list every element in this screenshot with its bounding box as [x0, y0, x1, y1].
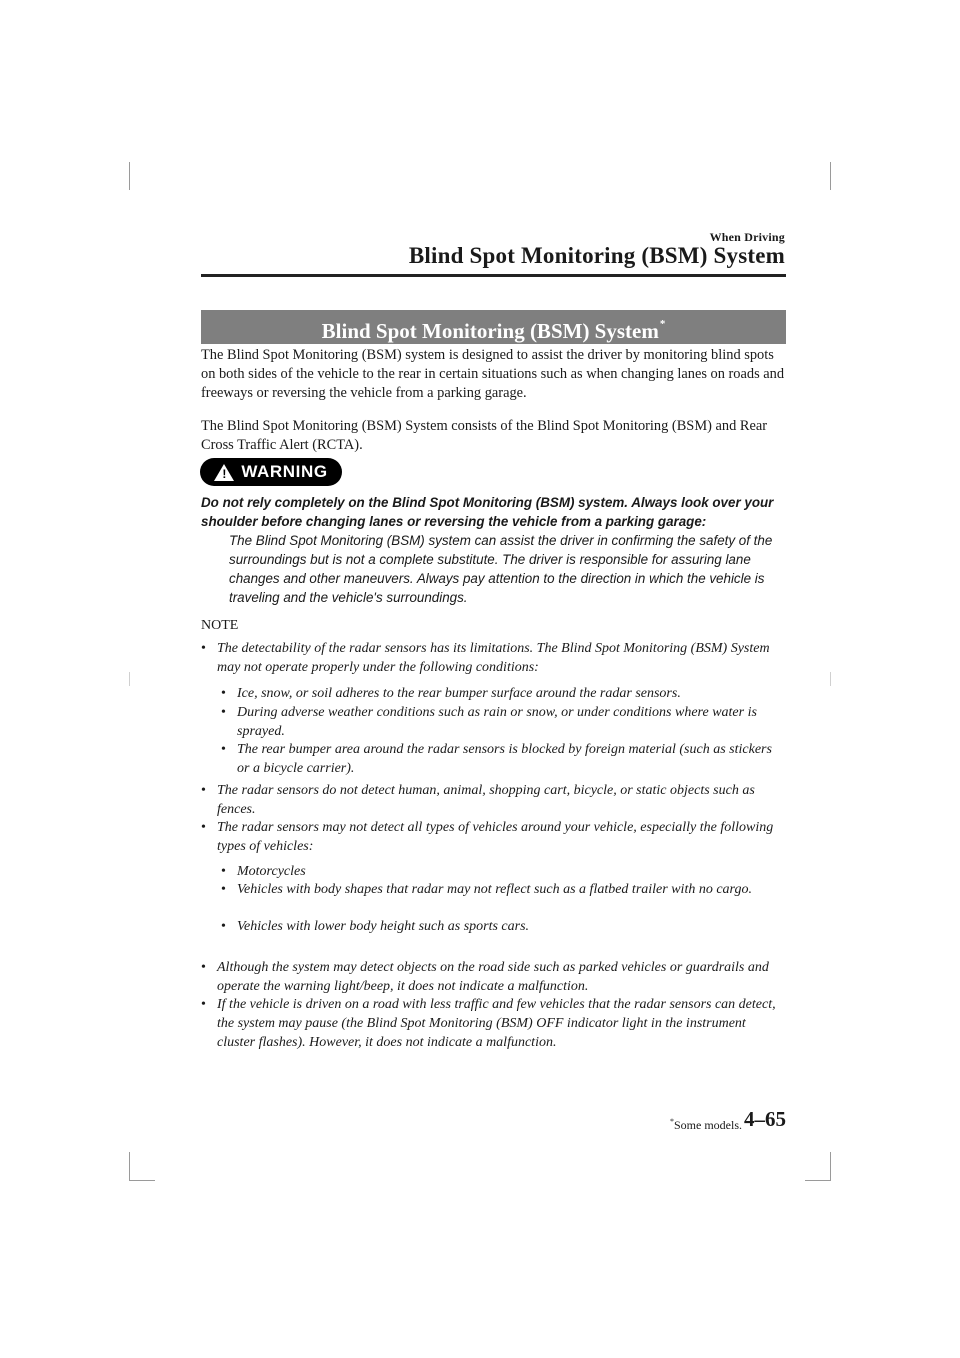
footnote: *Some models.	[670, 1117, 742, 1132]
crop-mark	[129, 1180, 155, 1181]
warning-label: WARNING	[241, 462, 328, 481]
note-subitem: • During adverse weather conditions such as rain or snow, or under conditions where water is sprayed.	[221, 705, 757, 739]
page-header-title: Blind Spot Monitoring (BSM) System	[408, 243, 785, 268]
banner-title: Blind Spot Monitoring (BSM) System	[321, 319, 659, 343]
note-subitem: • The rear bumper area around the radar sensors is blocked by foreign material (such as stickers or a bicycle carrier).	[221, 742, 772, 776]
section-label: When Driving	[709, 230, 785, 244]
warning-triangle-icon: !	[214, 464, 234, 481]
section-banner	[201, 310, 786, 344]
warning-body: The Blind Spot Monitoring (BSM) system can assist the driver in confirming the safety of the surroundings but is not a complete substitute. The driver is responsible for assuring lane changes and other maneuvers. Always pay attention to the direction in which the vehicle is traveling and the vehicle's surroundings.	[229, 533, 773, 605]
note-item: • The radar sensors may not detect all types of vehicles around your vehicle, especially the following types of vehicles:	[201, 820, 774, 854]
note-item: • The radar sensors do not detect human, animal, shopping cart, bicycle, or static objects such as fences.	[201, 783, 755, 817]
bullet-icon: •	[221, 919, 226, 934]
bullet-icon: •	[221, 864, 226, 879]
side-tick	[129, 672, 130, 686]
note-item: • The detectability of the radar sensors has its limitations. The Blind Spot Monitoring (BSM) System may not operate properly under the following conditions:	[201, 641, 770, 675]
bullet-icon: •	[221, 882, 226, 897]
crop-mark	[830, 1152, 831, 1180]
crop-mark	[805, 1180, 831, 1181]
intro-paragraph: The Blind Spot Monitoring (BSM) System consists of the Blind Spot Monitoring (BSM) and Rear Cross Traffic Alert (RCTA).	[201, 418, 768, 453]
header-rule	[201, 274, 786, 277]
bullet-icon: •	[221, 686, 226, 701]
note-subitem: • Ice, snow, or soil adheres to the rear bumper surface around the radar sensors.	[221, 686, 681, 701]
note-item: • If the vehicle is driven on a road with less traffic and few vehicles that the radar sensors can detect, the system may pause (the Blind Spot Monitoring (BSM) OFF indicator light in the instrument cluster flashes). However, it does not indicate a malfunction.	[201, 997, 776, 1050]
warning-badge	[200, 458, 342, 486]
note-subitem: • Vehicles with body shapes that radar may not reflect such as a flatbed trailer with no cargo.	[221, 882, 752, 897]
bullet-icon: •	[221, 742, 226, 757]
some-models-marker: *	[659, 318, 666, 330]
note-subitem: • Vehicles with lower body height such as sports cars.	[221, 919, 530, 934]
side-tick	[830, 672, 831, 686]
crop-mark	[129, 162, 130, 190]
crop-mark	[129, 1152, 130, 1180]
page-number: 4–65	[744, 1107, 786, 1131]
warning-heading: Do not rely completely on the Blind Spot Monitoring (BSM) system. Always look over your shoulder before changing lanes or reversing the vehicle from a parking garage:	[201, 495, 774, 529]
bullet-icon: •	[201, 960, 206, 975]
note-item: • Although the system may detect objects on the road side such as parked vehicles or guardrails and operate the warning light/beep, it does not indicate a malfunction.	[201, 960, 769, 994]
note-title: NOTE	[201, 618, 239, 633]
bullet-icon: •	[201, 641, 206, 656]
crop-mark	[830, 162, 831, 190]
note-subitem: • Motorcycles	[221, 864, 306, 879]
bullet-icon: •	[201, 997, 206, 1012]
intro-paragraph: The Blind Spot Monitoring (BSM) system is designed to assist the driver by monitoring blind spots on both sides of the vehicle to the rear in certain situations such as when changing lanes on roads and freeways or reversing the vehicle from a parking garage.	[201, 347, 785, 401]
bullet-icon: •	[201, 820, 206, 835]
bullet-icon: •	[201, 783, 206, 798]
bullet-icon: •	[221, 705, 226, 720]
